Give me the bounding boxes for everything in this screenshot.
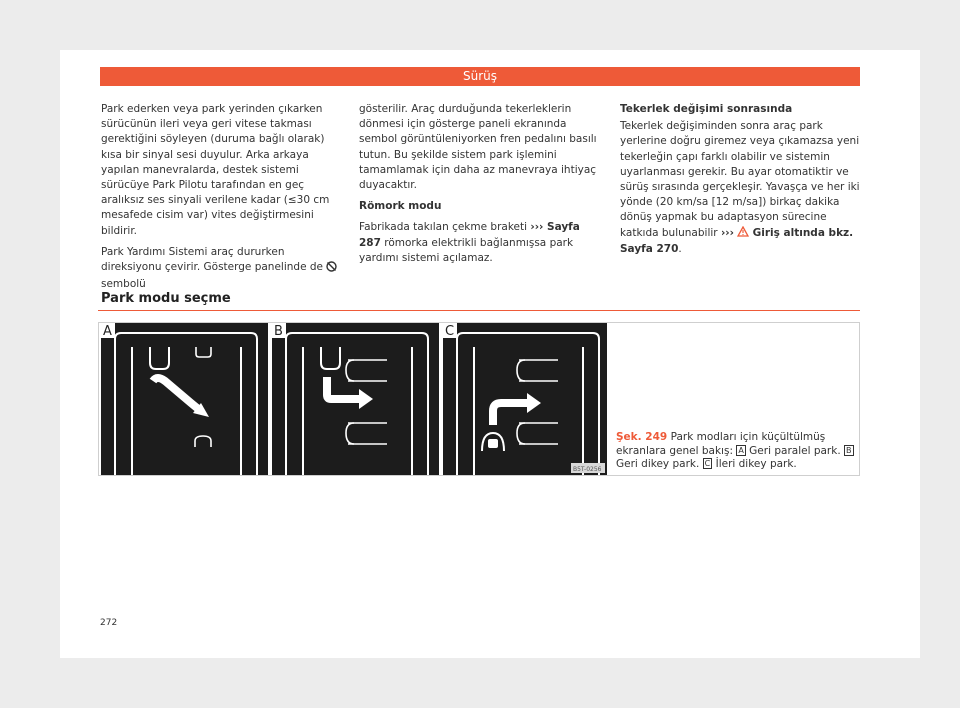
panel-label-a: A bbox=[103, 324, 112, 339]
park-assist-steering-icon bbox=[326, 261, 337, 277]
key-a: A bbox=[738, 445, 744, 455]
paragraph: Park ederken veya park yerinden çıkarken sürücünün ileri veya geri vitese takması gerektiğini söyleyen (duruma bağlı olarak) kısa bir sinyal sesi duyulur. Arka arkaya yapılan manevralarda, destek sistemi sürücüye Park Pilotu tarafından en geç aralıksız ses sinyali verilene kadar (≤30 cm mesafede cisim var) vites değiştirmesini bildirir. bbox=[101, 103, 330, 237]
section-divider bbox=[98, 310, 860, 311]
warning-triangle-icon bbox=[737, 226, 749, 242]
paragraph: gösterilir. Araç durduğunda tekerleklerin dönmesi için gösterge paneli ekranında sembol görüntüleniyorken fren pedalını basılı tutun. Bu şekilde sistem park işlemini tamamlamak için daha az manevraya ihtiyaç duyacaktır. bbox=[359, 103, 597, 192]
subheading: Tekerlek değişimi sonrasında bbox=[620, 103, 793, 115]
panel-b-drawing bbox=[286, 333, 428, 475]
panel-label-b: B bbox=[274, 324, 283, 339]
panel-a-drawing bbox=[115, 333, 257, 475]
page-reference-link[interactable]: ››› Sayfa 287 bbox=[359, 221, 580, 249]
panel-label-c: C bbox=[445, 324, 455, 339]
figure-caption: Şek. 249 Park modları için küçültülmüş ekranlara genel bakış: A Geri paralel park. B Geri dikey park. C İleri dikey park. bbox=[616, 431, 852, 470]
subheading: Römork modu bbox=[359, 200, 442, 213]
chapter-title: Sürüş bbox=[462, 69, 497, 83]
park-modes-illustration bbox=[101, 323, 607, 475]
text-column-1 bbox=[101, 102, 341, 298]
text-column-2 bbox=[359, 102, 599, 272]
key-b: B bbox=[846, 445, 852, 455]
text-column-3 bbox=[620, 102, 860, 263]
figure-249 bbox=[98, 322, 860, 476]
page-number: 272 bbox=[100, 618, 118, 628]
warning-reference-link[interactable]: Giriş altında bkz. Sayfa 270 bbox=[620, 226, 854, 255]
image-code: B5T-0256 bbox=[573, 466, 602, 473]
paragraph: Fabrikada takılan çekme braketi ››› Sayfa 287 römorka elektrikli bağlanmışsa park yardımı sistemi açılamaz. bbox=[359, 221, 580, 264]
section-title: Park modu seçme bbox=[101, 291, 231, 306]
chapter-header bbox=[100, 67, 860, 86]
paragraph: Park Yardımı Sistemi araç dururken direksiyonu çevirir. Gösterge panelinde de sembolü bbox=[101, 245, 341, 293]
figure-number: Şek. 249 bbox=[616, 431, 668, 443]
paragraph: Tekerlek değişiminden sonra araç park yerlerine doğru giremez veya çıkamazsa yeni tekerleğin çapı farklı olabilir ve sistemin uyarlanması gerekir. Bu ayar otomatiktir ve sürüş sırasında gerçekleşir. Yavaşça ve her iki yönde (20 km/sa [12 m/sa]) birkaç dakika dönüş yapmak bu adaptasyon sürecine katkıda bulunabilir ››› Giriş altında bkz. Sayfa 270. bbox=[620, 120, 860, 255]
manual-page bbox=[60, 50, 920, 658]
panel-c-drawing bbox=[457, 333, 599, 475]
key-c: C bbox=[704, 459, 711, 468]
